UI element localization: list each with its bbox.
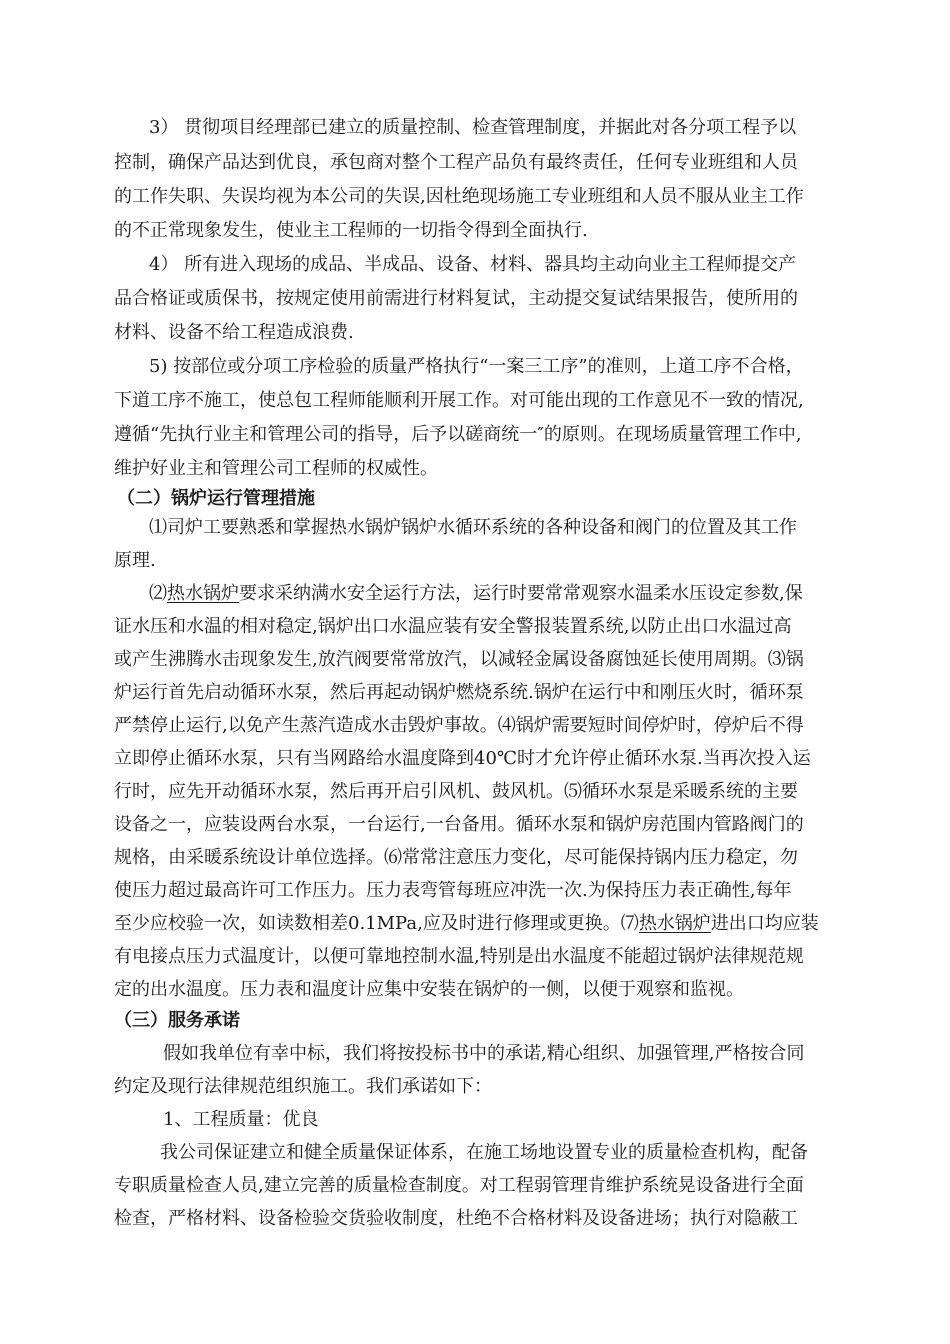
section-heading-boiler-operation: （二）锅炉运行管理措施 — [117, 488, 315, 509]
paragraph-5-line-3: 遵循“先执行业主和管理公司的指导，后予以磋商统一″的原则。在现场质量管理工作中, — [114, 424, 802, 445]
section-heading-service-commitment: （三）服务承诺 — [114, 1010, 240, 1031]
hot-water-boiler-link: 热水锅炉 — [167, 583, 239, 604]
quality-paragraph-line-1: 我公司保证建立和健全质量保证体系，在施工场地设置专业的质量检查机构，配备 — [160, 1142, 808, 1163]
boiler-item-2-line-5: 严禁停止运行,以免产生蒸汽造成水击毁炉事故。⑷锅炉需要短时间停炉时，停炉后不得 — [114, 715, 804, 736]
item-number: ⑵ — [149, 583, 167, 604]
paragraph-5-line-1: 5) 按部位或分项工序检验的质量严格执行“一案三工序”的准则，上道工序不合格， — [149, 356, 804, 377]
quality-paragraph-line-3: 检查，严格材料、设备检验交货验收制度，杜绝不合格材料及设备进场；执行对隐蔽工 — [114, 1208, 798, 1229]
boiler-item-2-line-7: 行时，应先开动循环水泵，然后再开启引风机、鼓风机。⑸循环水泵是采暖系统的主要 — [114, 781, 798, 802]
line-text: 至少应校验一次，如读数相差0.1MPa,应及时进行修理或更换。⑺ — [114, 913, 639, 934]
boiler-item-1-line-2: 原理. — [114, 550, 156, 571]
line-text: 要求采纳满水安全运行方法，运行时要常常观察水温柔水压设定参数,保 — [239, 583, 803, 604]
boiler-item-2-line-1 — [149, 582, 803, 606]
boiler-item-2-line-11 — [114, 912, 819, 936]
quality-paragraph-line-2: 专职质量检查人员,建立完善的质量检查制度。对工程弱管理肯维护系统晃设备进行全面 — [114, 1175, 804, 1196]
boiler-item-1-line-1: ⑴司炉工要熟悉和掌握热水锅炉锅炉水循环系统的各种设备和阀门的位置及其工作 — [149, 517, 797, 538]
boiler-item-2-line-12: 有电接点压力式温度计，以便可靠地控制水温,特别是出水温度不能超过锅炉法律规范规 — [114, 946, 804, 967]
paragraph-3-line-4: 的不正常现象发生，使业主工程师的一切指令得到全面执行. — [114, 220, 588, 241]
line-text: 进出口均应装 — [710, 913, 819, 934]
boiler-item-2-line-6: 立即停止循环水泵，只有当网路给水温度降到40℃时才允许停止循环水泵.当再次投入运 — [114, 748, 811, 769]
boiler-item-2-line-9: 规格，由采暖系统设计单位选择。⑹常常注意压力变化，尽可能保持锅内压力稳定，勿 — [114, 847, 798, 868]
paragraph-5-line-4: 维护好业主和管理公司工程师的权威性。 — [114, 458, 438, 479]
boiler-item-2-line-8: 设备之一，应装设两台水泵，一台运行,一台备用。循环水泵和锅炉房范围内管路阀门的 — [114, 814, 804, 835]
boiler-item-2-line-2: 证水压和水温的相对稳定,锅炉出口水温应装有安全警报装置系统,以防止出口水温过高 — [114, 616, 792, 637]
paragraph-5-line-2: 下道工序不施工，使总包工程师能顺利开展工作。对可能出现的工作意见不一致的情况, — [114, 390, 804, 411]
paragraph-4-line-2: 品合格证或质保书，按规定使用前需进行材料复试，主动提交复试结果报告，使所用的 — [114, 288, 798, 309]
commitment-line-1: 假如我单位有幸中标，我们将按投标书中的承诺,精心组织、加强管理,严格按合同 — [163, 1043, 805, 1064]
boiler-item-2-line-10: 使压力超过最高许可工作压力。压力表弯管每班应冲洗一次.为保持压力表正确性,每年 — [114, 880, 792, 901]
boiler-item-2-line-13: 定的出水温度。压力表和温度计应集中安装在锅炉的一侧，以便于观察和监视。 — [114, 979, 744, 1000]
paragraph-4-line-3: 材料、设备不给工程造成浪费. — [114, 322, 354, 343]
paragraph-3-line-2: 控制，确保产品达到优良，承包商对整个工程产品负有最终责任，任何专业班组和人员 — [114, 152, 798, 173]
boiler-item-2-line-3: 或产生沸腾水击现象发生,放汽阀要常常放汽，以减轻金属设备腐蚀延长使用周期。⑶锅 — [114, 649, 804, 670]
paragraph-4-line-1: 4） 所有进入现场的成品、半成品、设备、材料、器具均主动向业主工程师提交产 — [149, 254, 797, 275]
quality-item: 1、工程质量：优良 — [163, 1109, 319, 1130]
commitment-line-2: 约定及现行法律规范组织施工。我们承诺如下： — [114, 1076, 492, 1097]
paragraph-3-line-1: 3） 贯彻项目经理部已建立的质量控制、检查管理制度，并据此对各分项工程予以 — [149, 117, 797, 138]
hot-water-boiler-link: 热水锅炉 — [638, 913, 711, 934]
boiler-item-2-line-4: 炉运行首先启动循环水泵，然后再起动锅炉燃烧系统.锅炉在运行中和刚压火时，循环泵 — [114, 682, 804, 703]
paragraph-3-line-3: 的工作失职、失误均视为本公司的失误,因杜绝现场施工专业班组和人员不服从业主工作 — [114, 186, 804, 207]
